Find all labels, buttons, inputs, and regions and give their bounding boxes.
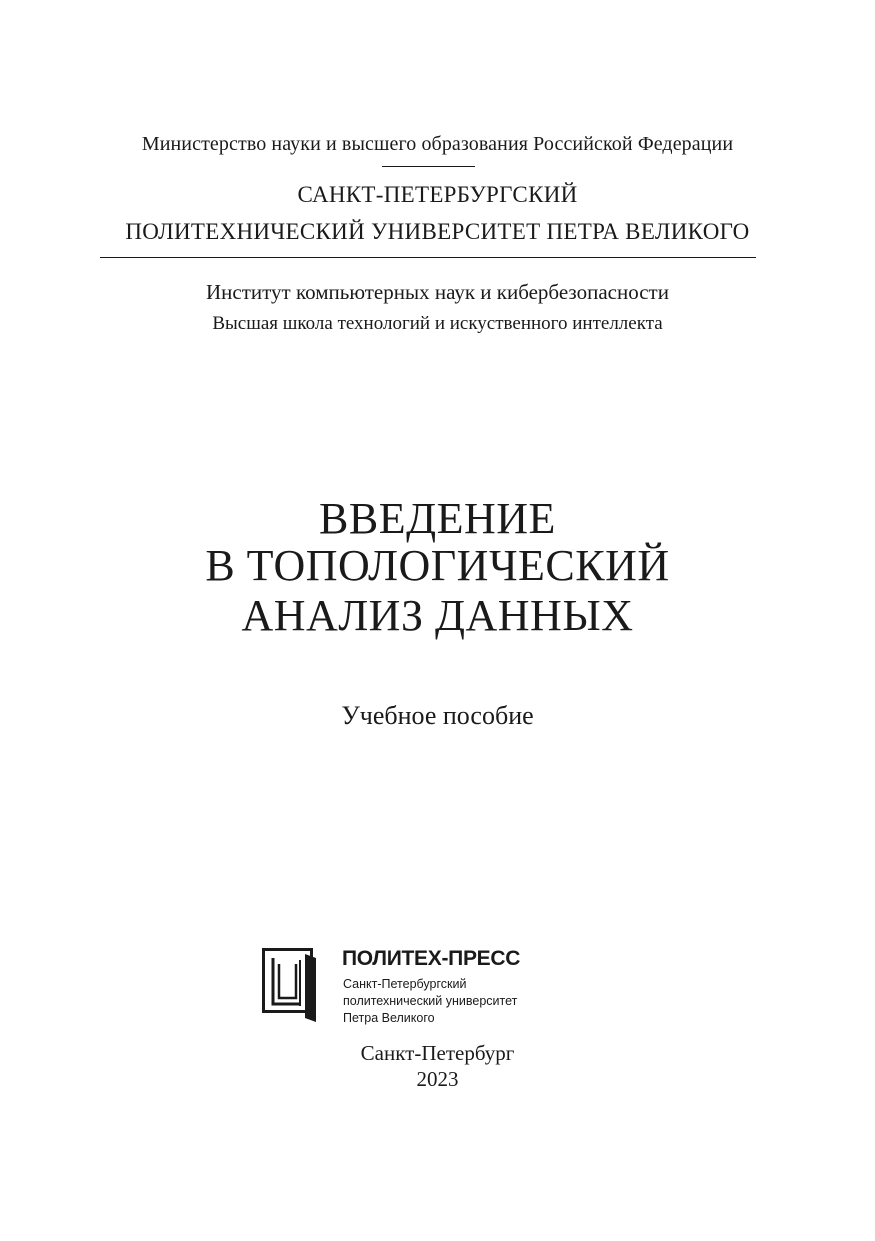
book-subtitle: Учебное пособие (341, 701, 534, 730)
book-title-line-1: ВВЕДЕНИЕ (319, 494, 556, 543)
university-name-line-2: ПОЛИТЕХНИЧЕСКИЙ УНИВЕРСИТЕТ ПЕТРА ВЕЛИКОГО (125, 219, 750, 244)
politech-press-logo-icon (262, 948, 319, 1023)
publisher-name: ПОЛИТЕХ-ПРЕСС (342, 947, 521, 970)
publisher-info-line-3: Петра Великого (343, 1011, 435, 1025)
long-divider (100, 257, 756, 258)
ministry-line: Министерство науки и высшего образования Российской Федерации (141, 133, 734, 155)
short-divider (382, 166, 475, 167)
publisher-info-line-1: Санкт-Петербургский (343, 977, 467, 991)
institute-name: Институт компьютерных наук и кибербезопасности (206, 280, 669, 304)
book-title-line-2: В ТОПОЛОГИЧЕСКИЙ (205, 541, 670, 590)
publisher-info-line-2: политехнический университет (343, 994, 518, 1008)
school-name: Высшая школа технологий и искуственного интеллекта (212, 313, 663, 334)
publication-city: Санкт-Петербург (360, 1041, 515, 1065)
publication-year: 2023 (416, 1067, 459, 1091)
university-name-line-1: САНКТ-ПЕТЕРБУРГСКИЙ (297, 182, 578, 207)
book-title-line-3: АНАЛИЗ ДАННЫХ (241, 591, 634, 640)
